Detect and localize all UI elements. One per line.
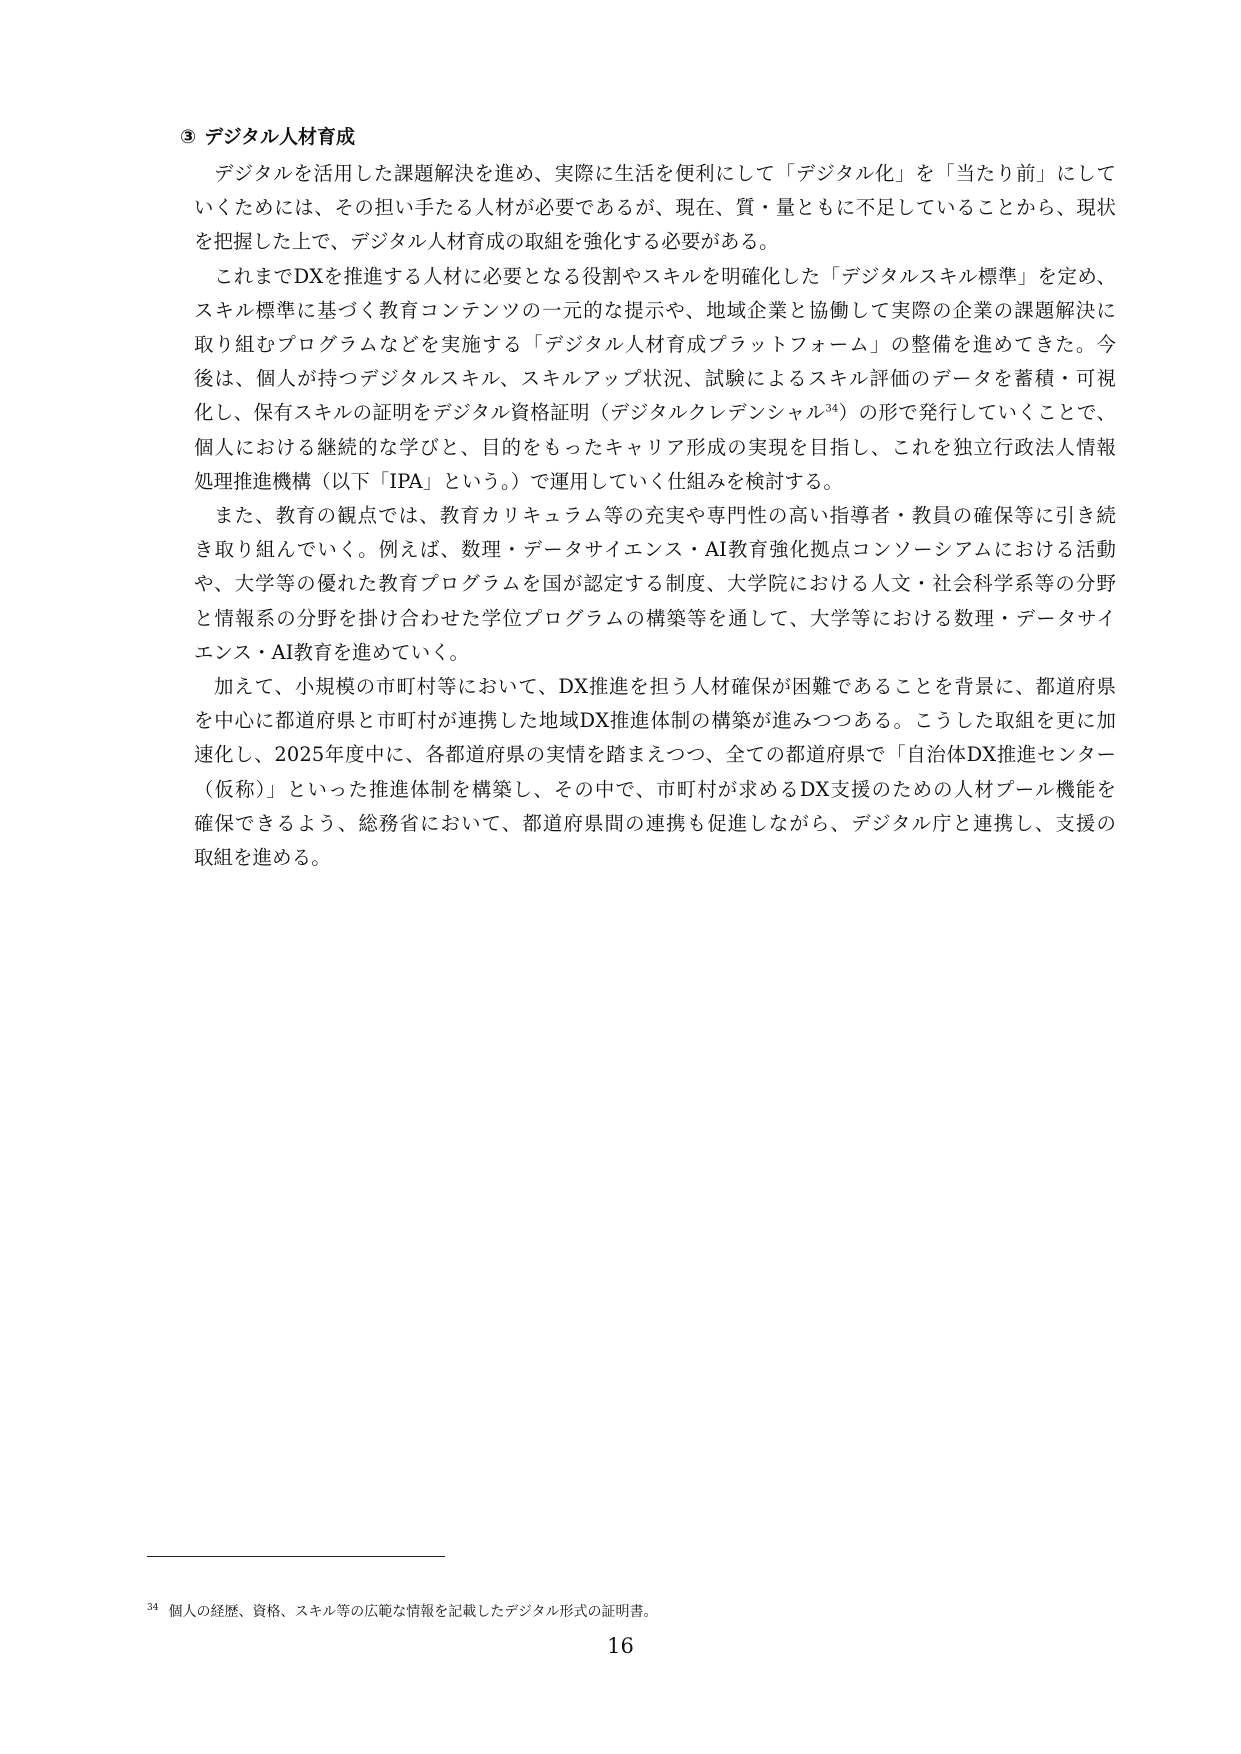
- section-number: ③: [180, 126, 197, 148]
- paragraph-line: 加えて、小規模の市町村等において、DX推進を担う人材確保が困難であることを背景に、都道府県: [214, 675, 1116, 699]
- paragraph-line: や、大学等の優れた教育プログラムを国が認定する制度、大学院における人文・社会科学系等の分野: [194, 572, 1116, 596]
- paragraph-line: 取り組むプログラムなどを実施する「デジタル人材育成プラットフォーム」の整備を進めてきた。今: [194, 333, 1116, 357]
- footnote-mark: 34: [147, 1603, 159, 1614]
- paragraph-line: 確保できるよう、総務省において、都道府県間の連携も促進しながら、デジタル庁と連携し、支援の: [194, 811, 1116, 835]
- paragraph-line: エンス・AI教育を進めていく。: [194, 640, 470, 664]
- footnote-text: 個人の経歴、資格、スキル等の広範な情報を記載したデジタル形式の証明書。: [168, 1604, 658, 1620]
- body-text: [194, 157, 1116, 875]
- paragraph-1: [194, 157, 1116, 260]
- footnote: [147, 1602, 657, 1622]
- footnote-divider: [147, 1556, 445, 1557]
- paragraph-3: [194, 499, 1116, 670]
- paragraph-4: [194, 670, 1116, 875]
- paragraph-line: 速化し、2025年度中に、各都道府県の実情を踏まえつつ、全ての都道府県で「自治体DX推進センター: [194, 743, 1116, 767]
- paragraph-line: また、教育の観点では、教育カリキュラム等の充実や専門性の高い指導者・教員の確保等に引き続: [214, 504, 1116, 528]
- paragraph-line: を中心に都道府県と市町村が連携した地域DX推進体制の構築が進みつつある。こうした取組を更に加: [194, 709, 1116, 733]
- paragraph-line: いくためには、その担い手たる人材が必要であるが、現在、質・量ともに不足していることから、現状: [194, 196, 1116, 220]
- paragraph-line: き取り組んでいく。例えば、数理・データサイエンス・AI教育強化拠点コンソーシアムにおける活動: [194, 538, 1116, 562]
- paragraph-line-with-footnote: [194, 396, 1116, 430]
- paragraph-line: デジタルを活用した課題解決を進め、実際に生活を便利にして「デジタル化」を「当たり前」にして: [214, 162, 1116, 185]
- paragraph-line: （仮称）」といった推進体制を構築し、その中で、市町村が求めるDX支援のための人材プール機能を: [194, 777, 1116, 801]
- paragraph-2: [194, 260, 1116, 499]
- paragraph-line: スキル標準に基づく教育コンテンツの一元的な提示や、地域企業と協働して実際の企業の課題解決に: [194, 298, 1116, 322]
- paragraph-line: これまでDXを推進する人材に必要となる役割やスキルを明確化した「デジタルスキル標準」を定め、: [214, 264, 1116, 288]
- paragraph-line: を把握した上で、デジタル人材育成の取組を強化する必要がある。: [194, 230, 779, 254]
- line-text: 化し、保有スキルの証明をデジタル資格証明（デジタルクレデンシャル: [194, 401, 826, 425]
- page-number: 16: [607, 1634, 634, 1658]
- footnote-reference: 34: [825, 403, 839, 415]
- section-title: デジタル人材育成: [204, 126, 355, 148]
- paragraph-line: 後は、個人が持つデジタルスキル、スキルアップ状況、試験によるスキル評価のデータを蓄積・可視: [194, 367, 1116, 391]
- paragraph-line: 取組を進める。: [194, 846, 331, 870]
- section-heading: [180, 124, 355, 150]
- line-text: ）の形で発行していくことで、: [838, 401, 1116, 425]
- paragraph-line: 処理推進機構（以下「IPA」という。）で運用していく仕組みを検討する。: [194, 469, 843, 493]
- paragraph-line: と情報系の分野を掛け合わせた学位プログラムの構築等を通して、大学等における数理・データサイ: [194, 606, 1116, 630]
- paragraph-line: 個人における継続的な学びと、目的をもったキャリア形成の実現を目指し、これを独立行政法人情報: [194, 435, 1116, 459]
